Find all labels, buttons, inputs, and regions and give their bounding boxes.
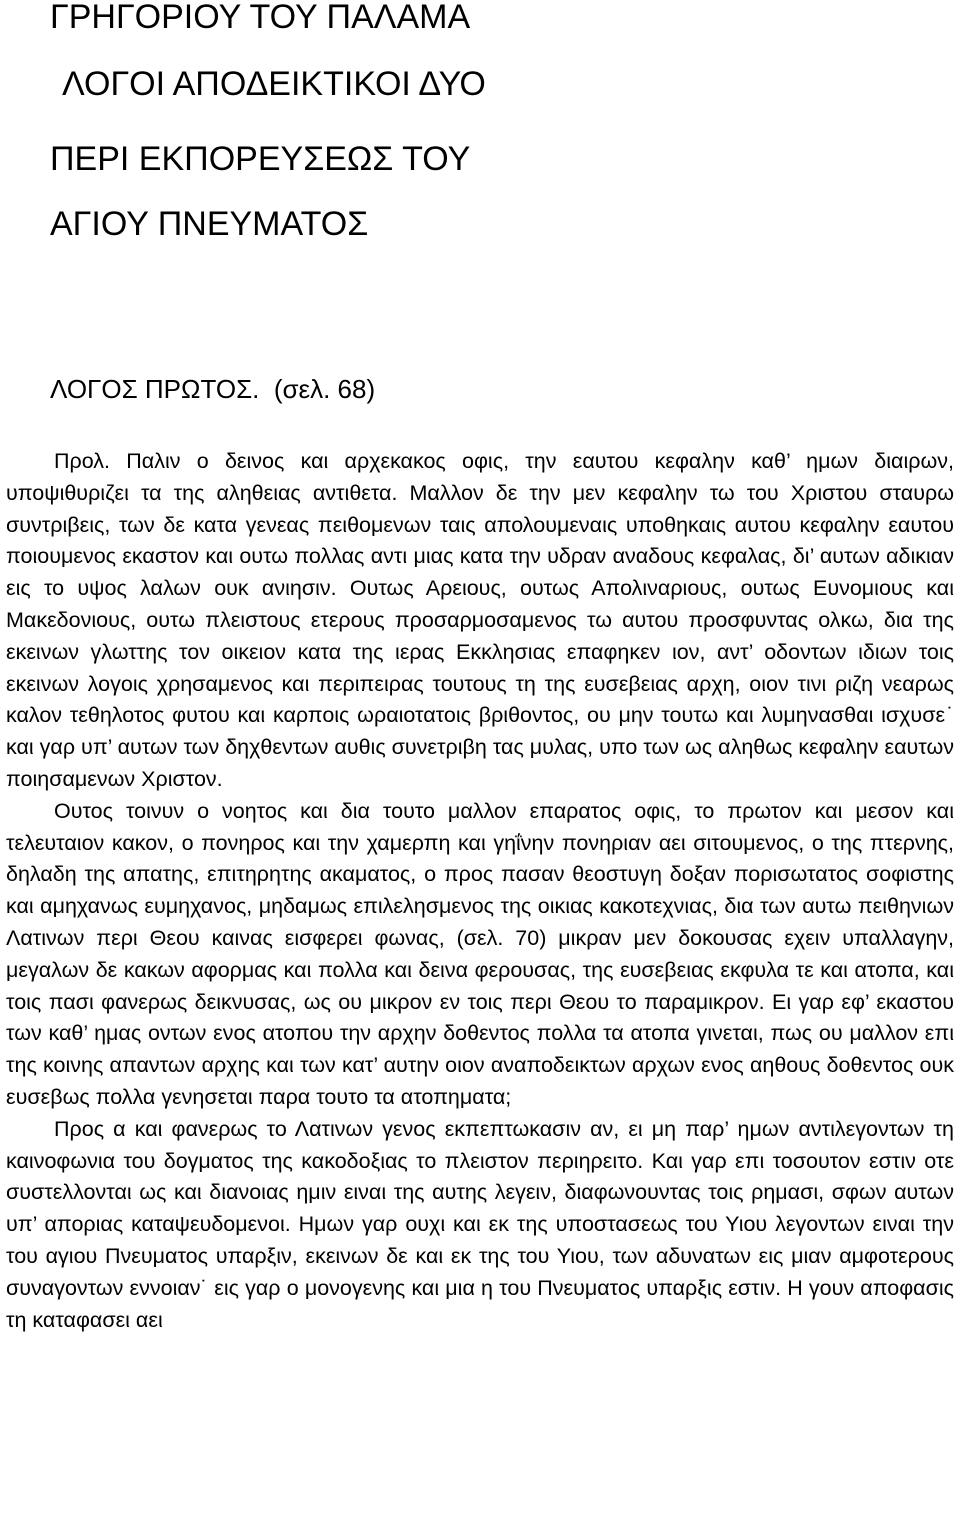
paragraph-2: Ουτος τοινυν ο νοητος και δια τουτο μαλλον επαρατος οφις, το πρωτον και μεσον και τελευταιον κακον, ο πονηρος και την χαμερπη και γηΐνην πονηριαν αει σιτουμενος, ο της πτερνης, δηλαδη της απατης, επιτηρητης ακαματος, ο προς πασαν θεοστυγη δοξαν πορισωτατος σοφιστης και αμηχανως ευμηχανος, μηδαμως επιλελησμενος της οικιας κακοτεχνιας, δια των αυτω πειθηνιων Λατινων περι Θεου καινας εισφερει φωνας, (σελ. 70) μικραν μεν δοκουσας εχειν υπαλλαγην, μεγαλων δε κακων αφορμας και πολλα και δεινα φερουσας, της ευσεβειας εκφυλα τε και ατοπα, και τοις πασι φανερως δεικνυσας, ως ου μικρον εν τοις περι Θεου το παραμικρον. Ει γαρ εφ’ εκαστου των καθ’ ημας οντων ενος ατοπου την αρχην δοθεντος πολλα τα ατοπα γινεται, πως ου μαλλον επι της κοινης απαντων αρχης και των κατ’ αυτην οιον αναποδεικτων αρχων ενος αηθους δοθεντος ουκ ευσεβως πολλα γενησεται παρα τουτο τα ατοπηματα;: [6, 798, 954, 1109]
paragraph-1: Προλ. Παλιν ο δεινος και αρχεκακος οφις, την εαυτου κεφαλην καθ’ ημων διαιρων, υποψιθυριζει τα της αληθειας αντιθετα. Μαλλον δε την μεν κεφαλην τω του Χριστου σταυρω συντριβεις, των δε κατα γενεας πειθομενων ταις απολουμεναις υποθηκαις αυτου κεφαλην εαυτου ποιουμενος εκαστον και ουτω πολλας αντι μιας κατα την υδραν αναδους κεφαλας, δι’ αυτων αδικιαν εις το υψος λαλων ουκ ανιησιν. Ουτως Αρειους, ουτως Απολιναριους, ουτως Ευνομιους και Μακεδονιους, ουτω πλειστους ετερους προσαρμοσαμενος τω αυτου προσφυντας ολκω, δια της εκεινων γλωττης τον οικειον κατα της ιερας Εκκλησιας επαφηκεν ιον, αντ’ οδοντων ιδιων τοις εκεινων λογοις χρησαμενος και περιπειρας τουτους τη της ευσεβειας αρχη, οιον τινι ριζη νεαρως καλον τεθηλοτος φυτου και καρποις ωραιοτατοις βριθοντος, ου μην τουτω και λυμηνασθαι ισχυσε˙ και γαρ υπ’ αυτων των δηχθεντων αυθις συνετριβη τας μυλας, υπο των ως αληθως κεφαλην εαυτων ποιησαμενων Χριστον.: [6, 449, 954, 791]
title-line-subject: ΠΕΡΙ ΕΚΠΟΡΕΥΣΕΩΣ ΤΟΥ: [50, 140, 471, 178]
title-line-subject-cont: ΑΓΙΟΥ ΠΝΕΥΜΑΤΟΣ: [50, 205, 369, 243]
title-line-work: ΛΟΓΟΙ ΑΠΟΔΕΙΚΤΙΚΟΙ ΔΥΟ: [62, 65, 486, 103]
section-heading: ΛΟΓΟΣ ΠΡΩΤΟΣ. (σελ. 68): [50, 374, 376, 404]
title-line-author: ΓΡΗΓΟΡΙΟΥ ΤΟΥ ΠΑΛΑΜΑ: [50, 0, 471, 36]
body-text: [6, 446, 954, 1336]
paragraph-3: Προς α και φανερως το Λατινων γενος εκπεπτωκασιν αν, ει μη παρ’ ημων αντιλεγοντων τη καινοφωνια του δογματος της κακοδοξιας το πλειστον περιηρειτο. Και γαρ επι τοσουτον εστιν οτε συστελλονται ως και διανοιας ημιν ειναι της αυτης λεγειν, διαφωνουντας τοις ρημασι, σφων αυτων υπ’ αποριας καταψευδομενοι. Ημων γαρ ουχι και εκ της υποστασεως του Υιου λεγοντων ειναι την του αγιου Πνευματος υπαρξιν, εκεινων δε και εκ της του Υιου, των αδυνατων εις μιαν αμφοτερους συναγοντων εννοιαν˙ εις γαρ ο μονογενης και μια η του Πνευματος υπαρξις εστιν. Η γουν αποφασις τη καταφασει αει: [6, 1116, 954, 1332]
